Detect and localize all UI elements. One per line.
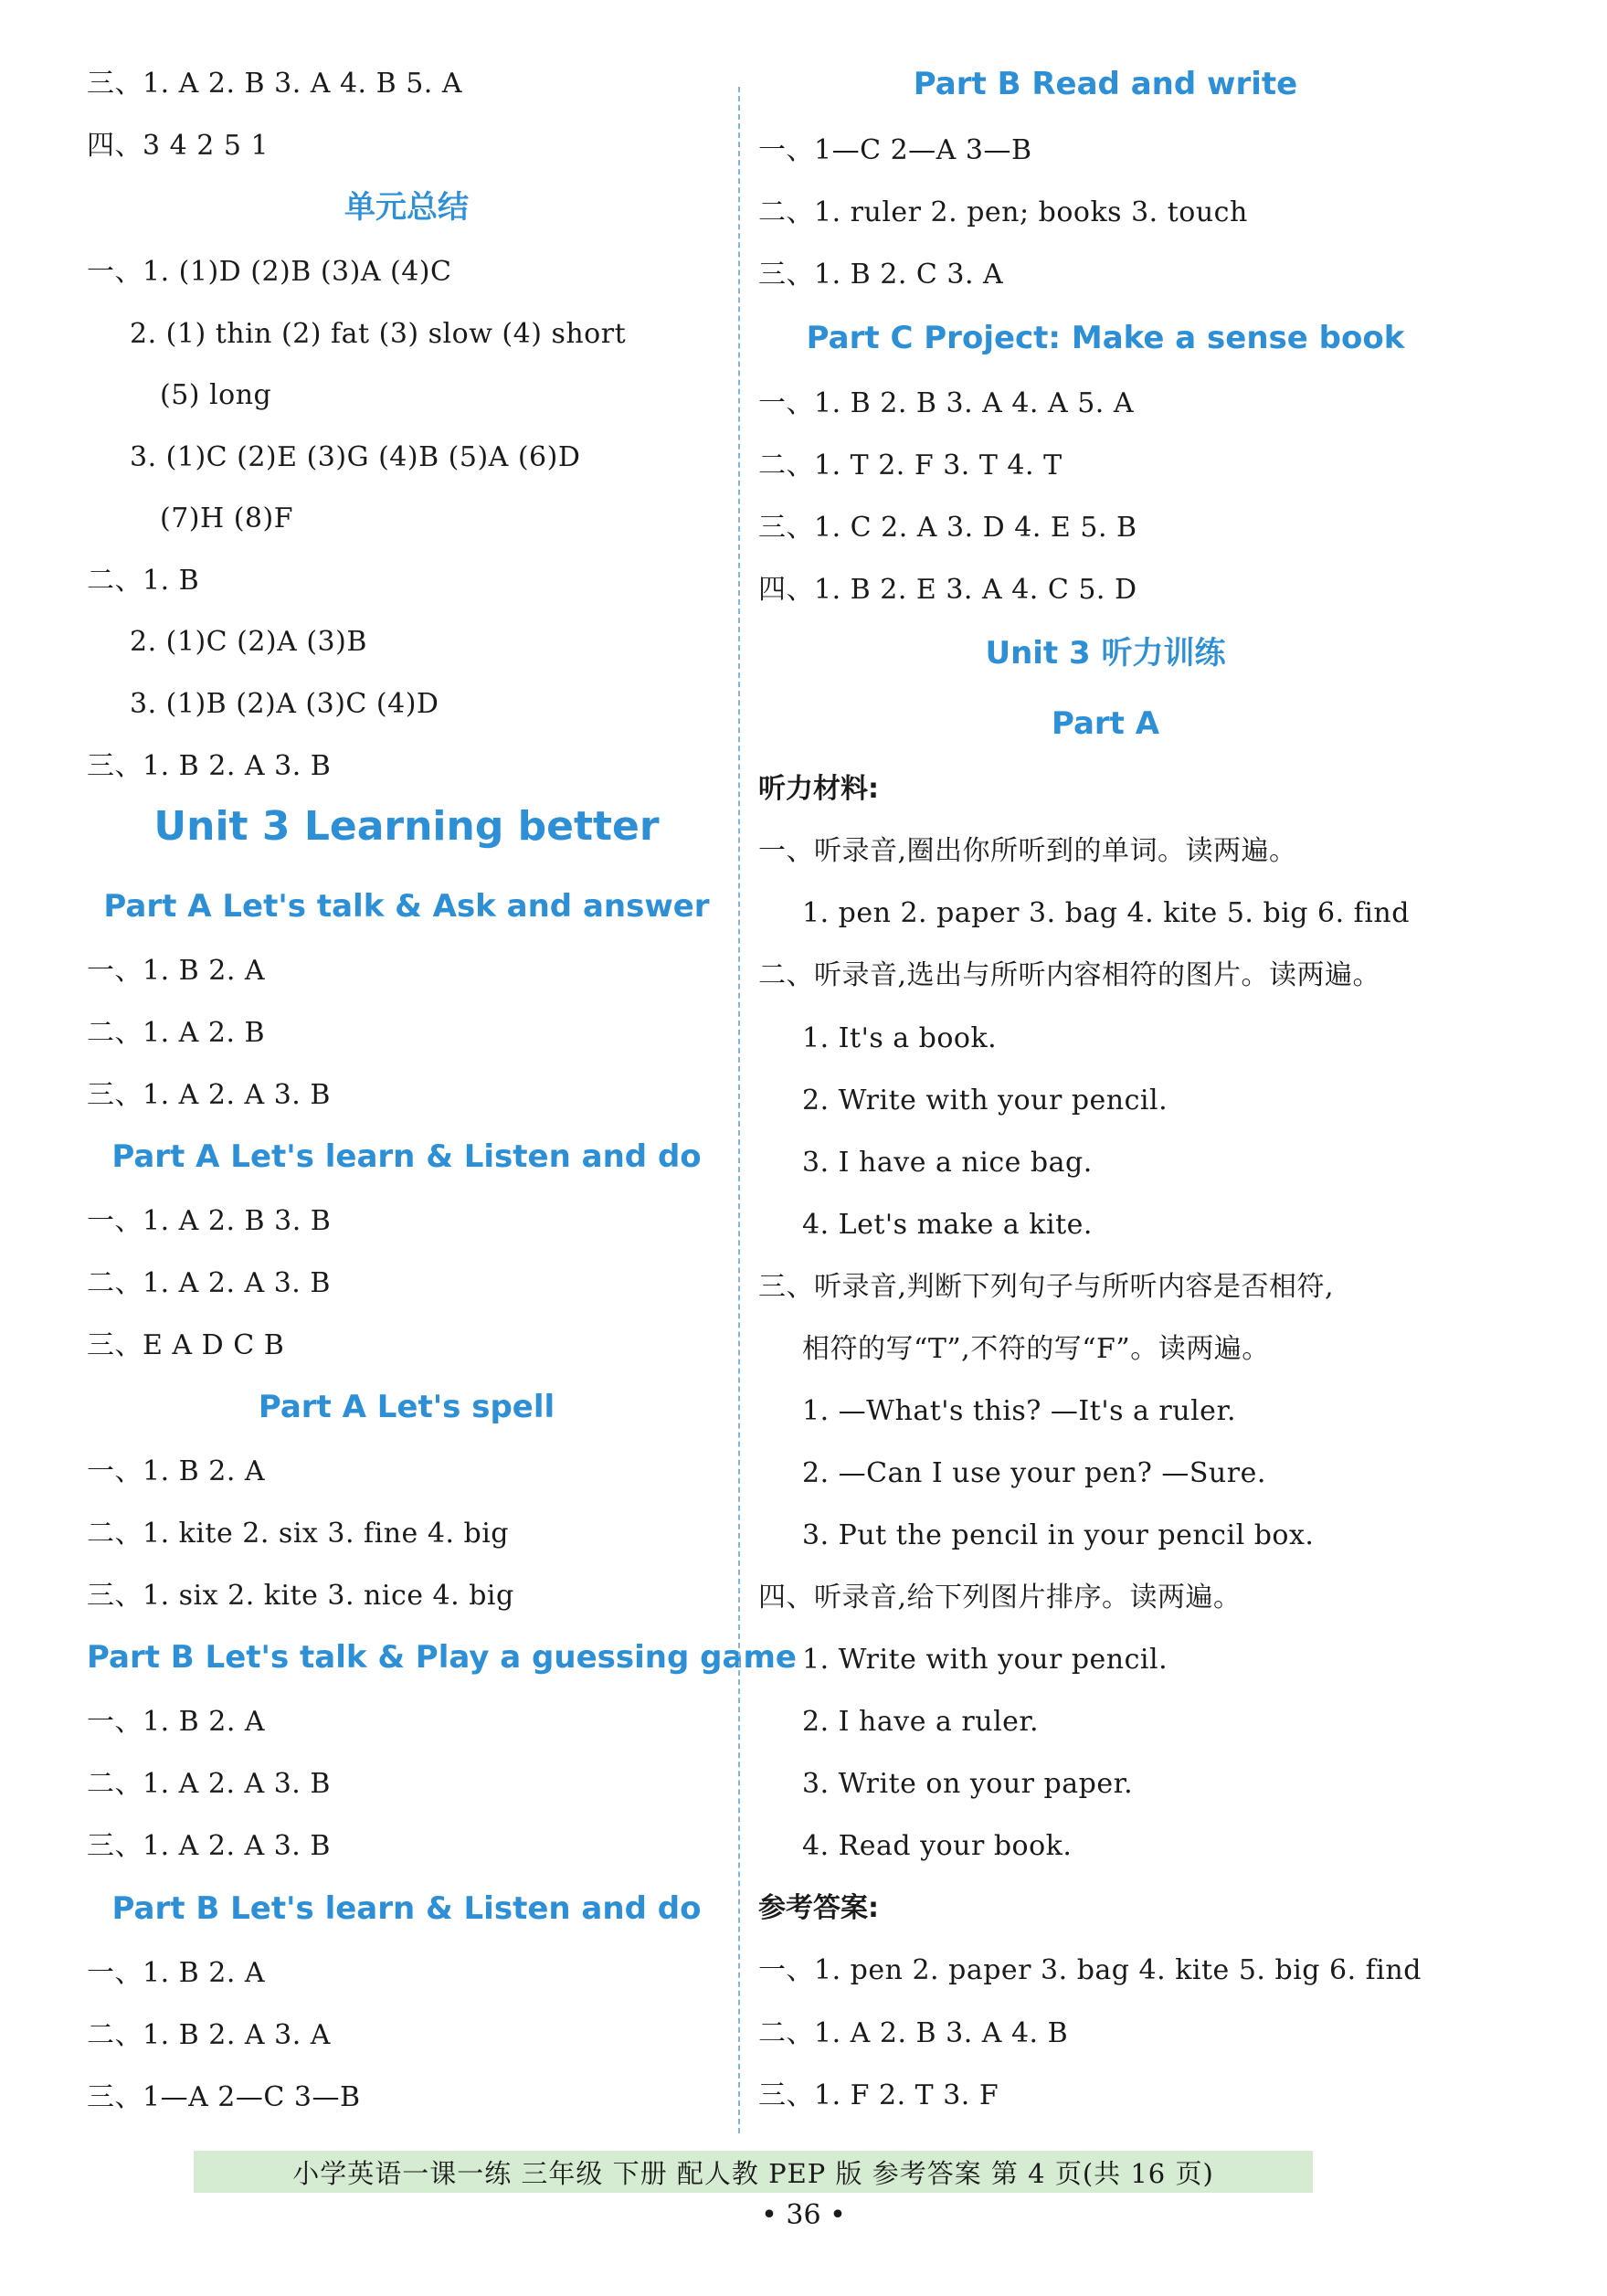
answer-line: 四、3 4 2 5 1 [87,130,270,162]
answer-line: 一、1. B 2. A [87,1455,266,1487]
column-divider [738,87,740,2133]
answer-line: 三、1. A 2. A 3. B [87,1830,331,1862]
answer-line: 2. Write with your pencil. [802,1085,1168,1116]
answer-line: 二、1. A 2. B 3. A 4. B [758,2017,1069,2049]
section-heading: Part B Let's learn & Listen and do [111,1890,702,1927]
answer-line: 一、1—C 2—A 3—B [758,134,1032,166]
answer-line: 二、1. T 2. F 3. T 4. T [758,450,1063,481]
answer-line: 4. Let's make a kite. [802,1209,1093,1241]
answer-line: 2. (1)C (2)A (3)B [130,626,367,658]
answer-line: 一、1. pen 2. paper 3. bag 4. kite 5. big 6. find [758,1954,1422,1986]
answer-line: 三、1. B 2. A 3. B [87,750,332,782]
section-heading: Part A [1051,705,1160,742]
answer-line: 3. (1)C (2)E (3)G (4)B (5)A (6)D [130,441,581,473]
page-number: • 36 • [761,2199,846,2231]
section-heading: 单元总结 [344,189,469,226]
unit-heading: Unit 3 Learning better [153,803,660,850]
answer-line: (7)H (8)F [160,503,294,534]
answer-line: 三、1. F 2. T 3. F [758,2079,999,2111]
answer-line: 三、1—A 2—C 3—B [87,2081,361,2113]
answer-line: 相符的写“T”,不符的写“F”。读两遍。 [802,1333,1270,1365]
answer-line: 3. I have a nice bag. [802,1147,1093,1179]
answer-line: 一、1. B 2. A [87,955,266,987]
answer-line: 三、听录音,判断下列句子与所听内容是否相符, [758,1271,1335,1303]
answer-line: 二、听录音,选出与所听内容相符的图片。读两遍。 [758,959,1381,991]
answer-line: 一、1. A 2. B 3. B [87,1205,332,1237]
answer-line: 2. I have a ruler. [802,1706,1040,1738]
answer-line: 1. pen 2. paper 3. bag 4. kite 5. big 6. find [802,897,1410,929]
answer-line: 三、1. A 2. B 3. A 4. B 5. A [87,68,463,100]
section-heading: Unit 3 听力训练 [985,635,1226,672]
section-heading: Part B Let's talk & Play a guessing game [87,1639,797,1676]
section-heading: Part A Let's learn & Listen and do [111,1138,702,1175]
footer-text: 小学英语一课一练 三年级 下册 配人教 PEP 版 参考答案 第 4 页(共 16 页) [292,2157,1214,2189]
answer-line: 四、1. B 2. E 3. A 4. C 5. D [758,574,1137,606]
answer-line: 1. —What's this? —It's a ruler. [802,1395,1237,1427]
answer-line: 4. Read your book. [802,1830,1073,1862]
answer-line: 二、1. kite 2. six 3. fine 4. big [87,1518,510,1550]
answer-line: 1. Write with your pencil. [802,1644,1168,1676]
subheading: 听力材料: [758,773,879,805]
answer-line: 二、1. A 2. A 3. B [87,1267,331,1299]
answer-line: 2. —Can I use your pen? —Sure. [802,1457,1266,1489]
section-heading: Part C Project: Make a sense book [806,320,1405,356]
answer-line: 二、1. A 2. A 3. B [87,1768,331,1800]
answer-line: 四、听录音,给下列图片排序。读两遍。 [758,1582,1242,1614]
answer-line: 一、1. (1)D (2)B (3)A (4)C [87,256,452,288]
answer-line: 1. It's a book. [802,1022,998,1054]
answer-line: 3. (1)B (2)A (3)C (4)D [130,688,439,720]
footer-bar [194,2151,1313,2193]
section-heading: Part A Let's talk & Ask and answer [103,888,710,925]
answer-line: 一、1. B 2. A [87,1957,266,1989]
answer-line: 三、E A D C B [87,1329,285,1361]
answer-line: 三、1. A 2. A 3. B [87,1079,331,1111]
subheading: 参考答案: [758,1892,879,1924]
answer-line: 二、1. B [87,565,200,597]
answer-line: 3. Put the pencil in your pencil box. [802,1519,1315,1551]
answer-line: 3. Write on your paper. [802,1768,1134,1800]
answer-line: (5) long [160,379,272,411]
section-heading: Part A Let's spell [258,1389,555,1425]
answer-line: 二、1. B 2. A 3. A [87,2019,331,2051]
answer-line: 三、1. B 2. C 3. A [758,259,1004,291]
answer-line: 一、1. B 2. B 3. A 4. A 5. A [758,387,1135,419]
answer-line: 二、1. ruler 2. pen; books 3. touch [758,196,1248,228]
section-heading: Part B Read and write [913,66,1298,102]
answer-line: 二、1. A 2. B [87,1017,266,1049]
answer-line: 三、1. six 2. kite 3. nice 4. big [87,1580,514,1612]
answer-line: 2. (1) thin (2) fat (3) slow (4) short [130,318,627,350]
answer-line: 三、1. C 2. A 3. D 4. E 5. B [758,512,1137,544]
answer-line: 一、听录音,圈出你所听到的单词。读两遍。 [758,835,1297,867]
answer-line: 一、1. B 2. A [87,1706,266,1738]
